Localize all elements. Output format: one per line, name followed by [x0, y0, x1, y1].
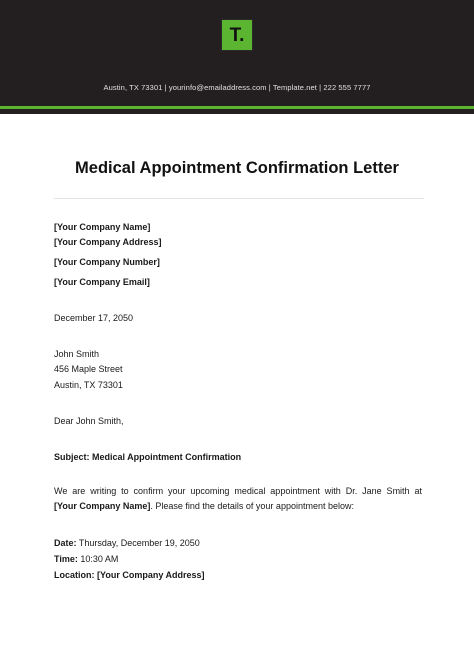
- sender-company-email: [Your Company Email]: [54, 277, 150, 287]
- detail-date-label: Date:: [54, 538, 77, 548]
- salutation: Dear John Smith,: [54, 416, 124, 426]
- body-company-name: [Your Company Name]: [54, 501, 151, 511]
- detail-location-label: Location:: [54, 570, 95, 580]
- recipient-street: 456 Maple Street: [54, 364, 123, 374]
- template-logo-icon: [221, 19, 253, 51]
- contact-info: Austin, TX 73301 | yourinfo@emailaddress.com | Template.net | 222 555 7777: [103, 83, 371, 92]
- body-line-2: . Please find the details of your appointment below:: [150, 501, 354, 511]
- detail-date: [54, 537, 200, 549]
- detail-location-value: [Your Company Address]: [94, 570, 205, 580]
- letterhead: [0, 0, 474, 107]
- detail-time: [54, 553, 118, 565]
- detail-date-value: Thursday, December 19, 2050: [76, 538, 200, 548]
- document-title: Medical Appointment Confirmation Letter: [75, 159, 399, 177]
- header-bottom-bar: [0, 109, 474, 114]
- recipient-city: Austin, TX 73301: [54, 380, 123, 390]
- letter-date: December 17, 2050: [54, 313, 134, 323]
- sender-company-number: [Your Company Number]: [54, 257, 160, 267]
- sender-company-address: [Your Company Address]: [54, 237, 162, 247]
- detail-time-label: Time:: [54, 554, 78, 564]
- subject-line: Subject: Medical Appointment Confirmation: [54, 452, 242, 462]
- detail-location: [54, 569, 205, 581]
- body-paragraph: [54, 484, 422, 514]
- recipient-name: John Smith: [54, 349, 100, 359]
- title-divider: [54, 198, 424, 199]
- body-line-1: We are writing to confirm your upcoming medical appointment with Dr. Jane Smith at: [54, 486, 422, 496]
- sender-company-name: [Your Company Name]: [54, 222, 151, 232]
- logo-letter: T.: [229, 25, 245, 46]
- detail-time-value: 10:30 AM: [77, 554, 119, 564]
